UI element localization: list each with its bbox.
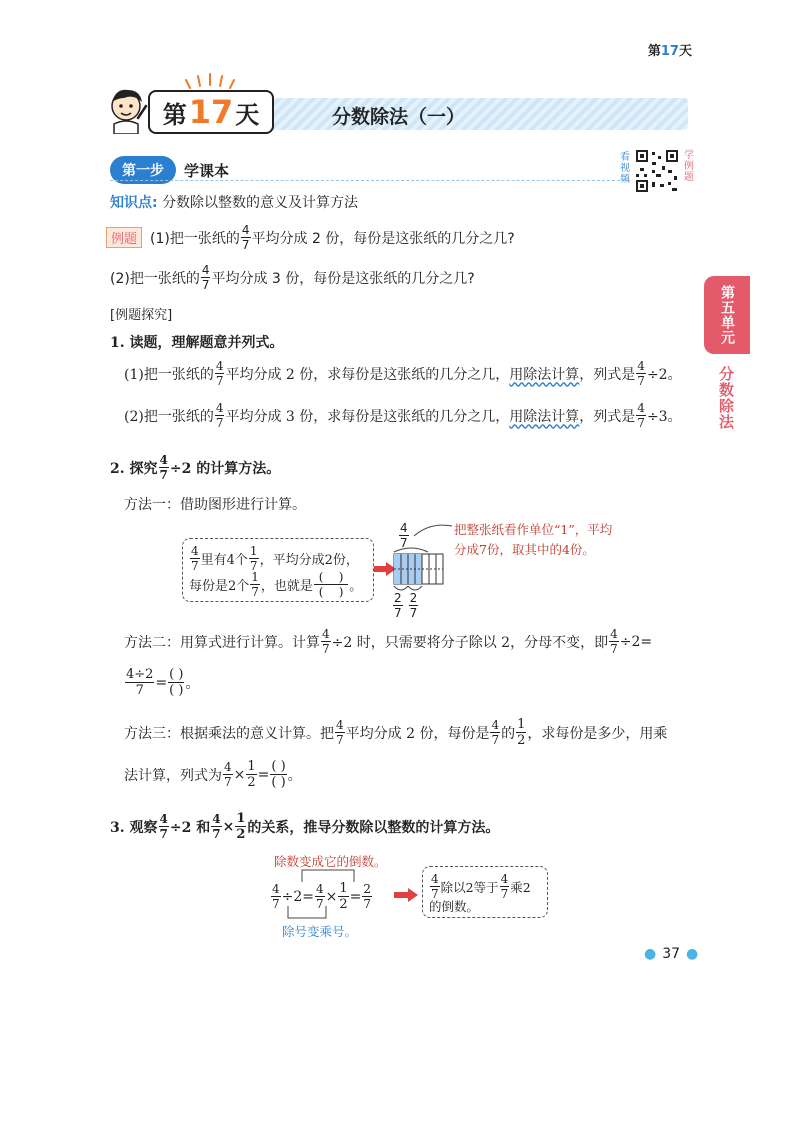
frac-4-7: $\frac{4}{7}$ — [322, 627, 330, 656]
method1-box-b: ，平均分成2份， — [259, 553, 359, 568]
step2-title — [110, 454, 280, 481]
equals: = — [155, 674, 168, 691]
step3-top-note: 除数变成它的倒数。 — [274, 854, 387, 869]
example-tag: 例题 — [106, 227, 142, 248]
method1-box-row2 — [189, 571, 362, 598]
frac-4-7: $\frac{4}{7}$ — [431, 872, 439, 901]
example-q2-pre: (2)把一张纸的 — [110, 270, 200, 287]
frac-4-7: $\frac{4}{7}$ — [191, 544, 199, 573]
header-prefix: 第 — [647, 44, 661, 59]
frac-4-7: $\frac{4}{7}$ — [215, 401, 224, 430]
frac-4-7: $\frac{4}{7}$ — [212, 812, 221, 841]
period: 。 — [287, 767, 302, 784]
answer-blank-fraction[interactable]: $\frac{( )}{( )}$ — [314, 570, 348, 599]
unit-topic: 分数除法 — [717, 366, 735, 430]
step3-title-mid: ÷2 和 — [169, 819, 211, 836]
frac-4-7: $\frac{4}{7}$ — [637, 401, 645, 430]
frac-4-7: $\frac{4}{7}$ — [215, 359, 224, 388]
step1-l1-mid: 平均分成 2 份，求每份是这张纸的几分之几， — [225, 366, 510, 383]
divide: ÷2= — [281, 888, 315, 905]
step-name: 学课本 — [184, 161, 230, 180]
frac-1-7: $\frac{1}{7}$ — [249, 544, 258, 573]
frac-1-7: $\frac{1}{7}$ — [251, 570, 259, 599]
frac-4-7: $\frac{4}{7}$ — [201, 263, 210, 292]
times: × — [325, 888, 338, 905]
method3-line1 — [124, 718, 667, 747]
step1-l1-wavy: 用除法计算 — [509, 366, 580, 383]
method2-line2 — [124, 668, 199, 697]
step3-box — [422, 866, 548, 918]
method3-of: 的 — [501, 725, 516, 742]
figure-note-2: 分成7份，取其中的4份。 — [454, 542, 595, 557]
knowledge-text: 分数除以整数的意义及计算方法 — [162, 195, 359, 211]
dot-icon: ● — [686, 946, 699, 962]
banner-num: 17 — [188, 93, 234, 131]
step3-bracket-bottom — [282, 906, 332, 922]
header-suffix: 天 — [678, 44, 692, 59]
paper-grid-figure — [390, 546, 450, 596]
frac-4-7: $\frac{4}{7}$ — [400, 521, 408, 550]
step3-box-row1 — [429, 873, 531, 900]
explore-label: [例题探究] — [110, 308, 173, 323]
qr-right-text: 学例题 — [684, 150, 694, 183]
qr-left-text: 看视频 — [620, 152, 630, 185]
method3-mid: 平均分成 2 份，每份是 — [345, 725, 490, 742]
frac-4-7: $\frac{4}{7}$ — [159, 453, 168, 482]
equals: = — [349, 888, 362, 905]
step1-l2-tail: ÷3。 — [646, 408, 682, 425]
frac-4-7: $\frac{4}{7}$ — [637, 359, 645, 388]
arrow-right-icon — [394, 888, 418, 902]
frac-4-7: $\frac{4}{7}$ — [224, 760, 232, 789]
unit-tab-label: 第五单元 — [719, 285, 735, 345]
banner-di: 第 — [162, 100, 187, 129]
step1-l2-post: ，列式是 — [579, 408, 636, 425]
knowledge-label: 知识点: — [110, 195, 158, 211]
banner-tian: 天 — [235, 100, 260, 129]
banner-title: 分数除法（一） — [332, 106, 466, 128]
step3-box-row2 — [429, 897, 479, 915]
boy-mascot-icon — [104, 84, 150, 134]
step1-l2-wavy: 用除法计算 — [509, 408, 580, 425]
callout-curve-icon — [412, 520, 456, 540]
step3-title-post: 的关系，推导分数除以整数的计算方法。 — [247, 819, 500, 836]
method2-mid: ÷2 时，只需要将分子除以 2，分母不变，即 — [331, 634, 609, 651]
step1-line1 — [124, 360, 682, 387]
period: 。 — [349, 579, 363, 594]
method2-line1 — [124, 628, 652, 655]
step1-l1-pre: (1)把一张纸的 — [124, 366, 214, 383]
page-number — [644, 946, 698, 962]
method3-line2 — [124, 760, 302, 789]
step1-l2-mid: 平均分成 3 份，求每份是这张纸的几分之几， — [225, 408, 510, 425]
answer-blank-fraction[interactable]: $\frac{( )}{( )}$ — [169, 667, 184, 698]
method1-text: 方法一：借助图形进行计算。 — [124, 497, 306, 513]
knowledge-point — [110, 192, 358, 212]
equals: = — [257, 766, 270, 783]
times: × — [222, 818, 235, 835]
figure-note — [454, 520, 612, 560]
example-q1-post: 平均分成 2 份，每份是这张纸的几分之几? — [251, 230, 515, 247]
frac-1-2: $\frac{1}{2}$ — [517, 717, 526, 748]
banner — [104, 84, 688, 134]
step3-box-c: 的倒数。 — [429, 899, 480, 914]
step3-title-pre: 3. 观察 — [110, 819, 158, 836]
step1-l2-pre: (2)把一张纸的 — [124, 408, 214, 425]
frac-4-7: $\frac{4}{7}$ — [610, 627, 618, 656]
method1-box-a: 里有4个 — [200, 553, 248, 568]
section-underline — [110, 180, 630, 181]
frac-1-2: $\frac{1}{2}$ — [247, 759, 256, 790]
frac-2-7: $\frac{2}{7}$ — [363, 882, 372, 911]
frac-2-7: $\frac{2}{7}$ — [409, 591, 418, 620]
figure-note-1: 把整张纸看作单位“1”，平均 — [454, 522, 613, 537]
method2-tail: ÷2= — [619, 633, 653, 650]
frac-4-7: $\frac{4}{7}$ — [491, 718, 500, 747]
method3-pre: 方法三：根据乘法的意义计算。把 — [124, 725, 334, 742]
frac-4-7: $\frac{4}{7}$ — [336, 718, 344, 747]
step2-title-pre: 2. 探究 — [110, 460, 158, 477]
frac-1-2: $\frac{1}{2}$ — [236, 811, 246, 842]
answer-blank-fraction[interactable]: $\frac{( )}{( )}$ — [271, 759, 286, 790]
method1-box-d: ，也就是 — [260, 579, 313, 594]
header-num: 17 — [660, 44, 679, 59]
sunburst-icon — [180, 70, 240, 90]
example-q2 — [110, 264, 475, 291]
step1-l1-post: ，列式是 — [579, 366, 636, 383]
method3-l2: 法计算，列式为 — [124, 767, 222, 784]
method1-box-row1 — [189, 545, 359, 572]
unit-tab — [704, 276, 750, 354]
frac-4-7: $\frac{4}{7}$ — [159, 812, 168, 841]
frac-4-7: $\frac{4}{7}$ — [316, 882, 324, 911]
step3-bracket-top — [296, 866, 362, 882]
method3-post: ，求每份是多少，用乘 — [527, 725, 668, 742]
step1-line2 — [124, 402, 682, 429]
page-header — [648, 40, 692, 59]
dot-icon: ● — [644, 946, 657, 962]
method1-box — [182, 538, 374, 602]
frac-4-7: $\frac{4}{7}$ — [241, 223, 250, 252]
step2-title-post: ÷2 的计算方法。 — [169, 460, 281, 477]
times: × — [233, 766, 246, 783]
method1-label — [124, 494, 306, 514]
frac-4-7: $\frac{4}{7}$ — [272, 882, 280, 911]
step3-bottom-note: 除号变乘号。 — [282, 924, 358, 939]
frac-1-2: $\frac{1}{2}$ — [339, 881, 348, 912]
step-pill: 第一步 — [110, 156, 176, 184]
step3-box-b: 乘2 — [510, 879, 531, 895]
frac-2-7: $\frac{2}{7}$ — [394, 591, 402, 620]
frac-4div2-7: $\frac{4\div 2}{7}$ — [126, 667, 154, 698]
method1-box-c: 每份是2个 — [189, 579, 250, 594]
paper-figure-top-label — [398, 522, 410, 549]
step3-title — [110, 812, 499, 841]
example-q1 — [106, 224, 515, 251]
method2-pre: 方法二：用算式进行计算。计算 — [124, 634, 320, 651]
period: 。 — [185, 675, 200, 692]
qr-code-icon[interactable] — [634, 148, 680, 194]
frac-4-7: $\frac{4}{7}$ — [500, 872, 509, 901]
page-number-text: 37 — [662, 946, 681, 962]
step1-l1-tail: ÷2。 — [646, 366, 682, 383]
example-q2-post: 平均分成 3 份，每份是这张纸的几分之几? — [211, 270, 475, 287]
paper-figure-bottom-labels — [392, 592, 419, 619]
step1-title: 1. 读题，理解题意并列式。 — [110, 335, 284, 351]
banner-day-box — [148, 90, 274, 134]
example-q1-pre: (1)把一张纸的 — [150, 230, 240, 247]
step3-box-a: 除以2等于 — [440, 879, 499, 895]
